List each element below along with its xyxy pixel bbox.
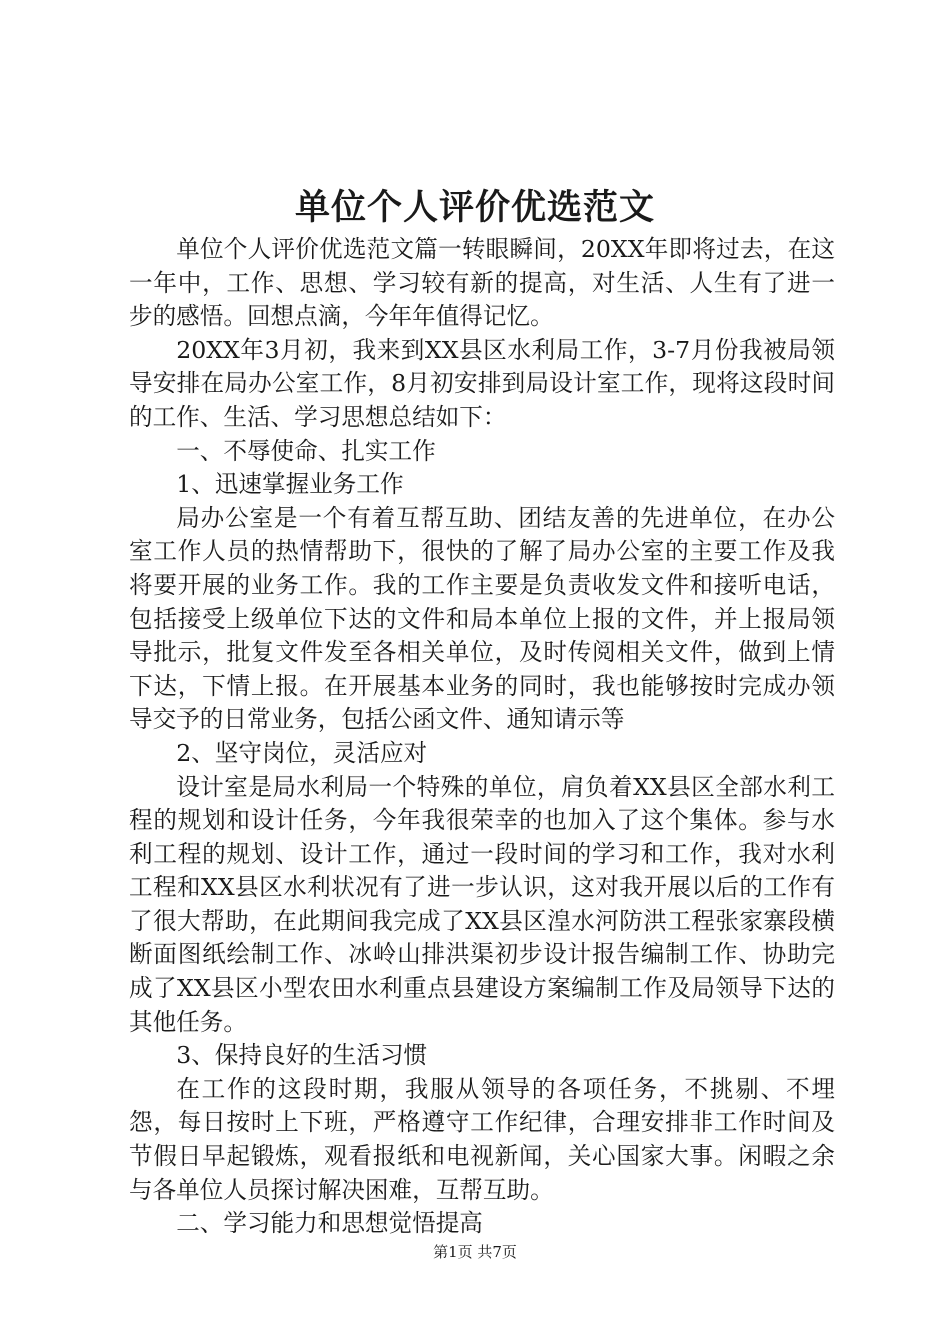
subsection-heading-2: 2、坚守岗位，灵活应对 [176,738,428,767]
paragraph-habits: 在工作的这段时期，我服从领导的各项任务，不挑剔、不埋怨，每日按时上下班，严格遵守工作纪律，合理安排非工作时间及节假日早起锻炼，观看报纸和电视新闻，关心国家大事。闲暇之余与各单位人员探讨解决困难，互帮互助。 [129,1074,835,1204]
section-heading-1: 一、不辱使命、扎实工作 [176,436,436,465]
section-heading-2: 二、学习能力和思想觉悟提高 [176,1209,483,1238]
paragraph-design-work: 设计室是局水利局一个特殊的单位，肩负着XX县区全部水利工程的规划和设计任务，今年我很荣幸的也加入了这个集体。参与水利工程的规划、设计工作，通过一段时间的学习和工作，我对水利工程和XX县区水利状况有了进一步认识，这对我开展以后的工作有了很大帮助，在此期间我完成了XX县区湟水河防洪工程张家寨段横断面图纸绘制工作、冰岭山排洪渠初步设计报告编制工作、协助完成了XX县区小型农田水利重点县建设方案编制工作及局领导下达的其他任务。 [129,772,835,1036]
page-number: 第1页 共7页 [433,1243,517,1261]
paragraph-office-work: 局办公室是一个有着互帮互助、团结友善的先进单位，在办公室工作人员的热情帮助下，很快的了解了局办公室的主要工作及我将要开展的业务工作。我的工作主要是负责收发文件和接听电话，包括接受上级单位下达的文件和局本单位上报的文件，并上报局领导批示，批复文件发至各相关单位，及时传阅相关文件，做到上情下达，下情上报。在开展基本业务的同时，我也能够按时完成办领导交予的日常业务，包括公函文件、通知请示等 [129,503,835,734]
paragraph-background: 20XX年3月初，我来到XX县区水利局工作，3-7月份我被局领导安排在局办公室工作，8月初安排到局设计室工作，现将这段时间的工作、生活、学习思想总结如下： [129,335,835,431]
subsection-heading-3: 3、保持良好的生活习惯 [176,1041,428,1070]
subsection-heading-1: 1、迅速掌握业务工作 [176,470,404,499]
paragraph-intro: 单位个人评价优选范文篇一转眼瞬间，20XX年即将过去，在这一年中，工作、思想、学习较有新的提高，对生活、人生有了进一步的感悟。回想点滴，今年年值得记忆。 [129,235,835,331]
document-body [129,233,835,1241]
document-title: 单位个人评价优选范文 [294,187,655,228]
